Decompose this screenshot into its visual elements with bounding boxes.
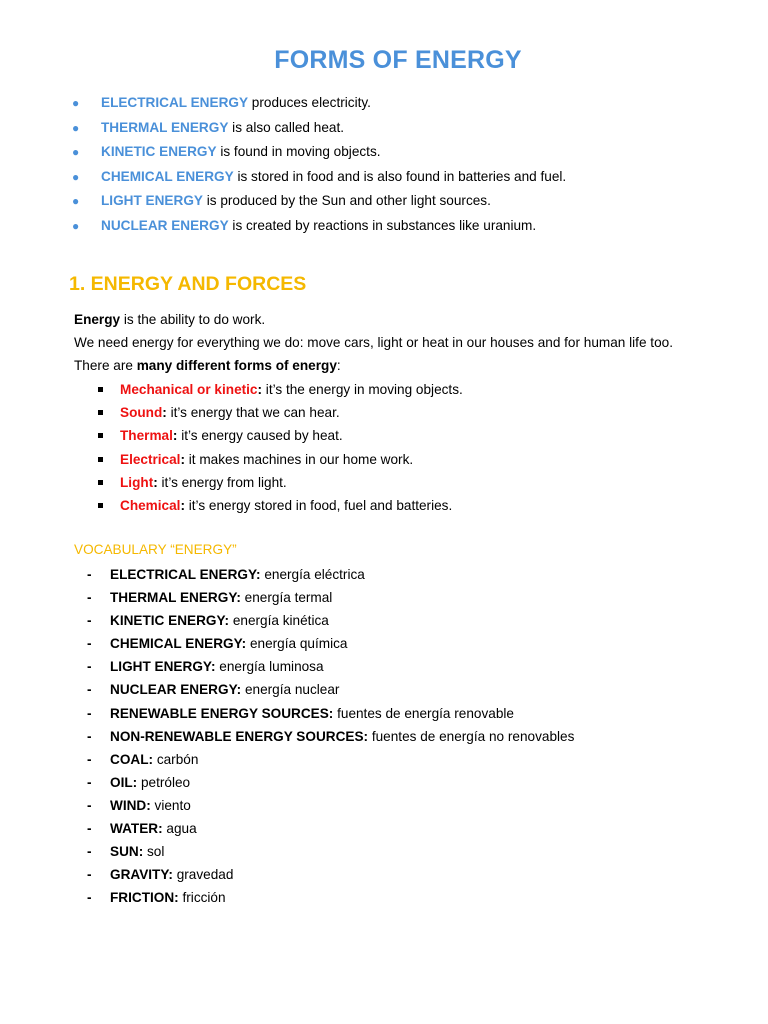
energy-term: THERMAL ENERGY xyxy=(101,119,229,135)
vocab-term: COAL: xyxy=(110,751,154,767)
document-page: FORMS OF ENERGY ● ELECTRICAL ENERGY produces electricity. ● THERMAL ENERGY is also called heat. ● KINETIC ENERGY is found in moving objects. ● CHEMICAL ENERGY is stored in food and is also found in batteries and fuel. ● LIGHT ENERGY is produced by the Sun and other light sources. ● NUCLEAR ENERGY is created by reactions in substances like uranium. 1. ENERGY AND FORCES Energy is the ability to do work. We need energy for everything we do: move cars, light or heat in our houses and for human life too. There are many different forms of energy: Mechanical or kinetic: it’s the energy in moving objects. Sound: it’s energy that we can hear. Thermal: it’s energy caused by heat. Electrical: it makes machines in our home work. Light: it’s energy from light. Chemical: it’s energy stored in food, fuel and batteries. VOCABULARY “ENERGY” - ELECTRICAL ENERGY: energía eléctrica - THERMAL ENERGY: energía termal - KINETIC ENERGY: energía kinética - CHEMICAL ENERGY: energía química - LIGHT ENERGY: energía luminosa - NUCLEAR ENERGY: energía nuclear - RENEWABLE ENERGY SOURCES: fuentes de energía renovable - NON-RENEWABLE ENERGY SOURCES: fuentes de energía no renovables - COAL: carbón - OIL: petróleo - WIND: viento - WATER: agua - SUN: sol - GRAVITY: gravedad - FRICTION: fricción xyxy=(0,0,768,1024)
energy-description: is found in moving objects. xyxy=(216,144,381,160)
vocab-term: RENEWABLE ENERGY SOURCES: xyxy=(110,705,334,721)
square-bullet-icon xyxy=(98,480,103,485)
need-paragraph: We need energy for everything we do: move cars, light or heat in our houses and for human life too. xyxy=(74,335,673,350)
bold-term: Energy xyxy=(74,312,121,327)
dash-bullet: - xyxy=(87,867,92,883)
energy-term: NUCLEAR ENERGY xyxy=(101,217,229,233)
bullet-icon: ● xyxy=(72,218,80,233)
vocab-translation: energía eléctrica xyxy=(260,567,365,582)
vocab-translation: energía termal xyxy=(240,590,333,606)
energy-description: is produced by the Sun and other light sources. xyxy=(202,193,491,209)
definition-paragraph: Energy is the ability to do work. xyxy=(74,312,266,327)
energy-type-term: Light xyxy=(120,474,154,490)
dash-bullet: - xyxy=(87,659,92,675)
dash-bullet: - xyxy=(87,636,92,652)
dash-bullet: - xyxy=(87,613,92,629)
energy-description: produces electricity. xyxy=(248,95,371,110)
bullet-icon: ● xyxy=(72,96,80,110)
dash-bullet: - xyxy=(87,821,92,837)
forms-intro-paragraph: There are many different forms of energy: xyxy=(74,358,341,373)
vocab-translation: energía química xyxy=(246,636,348,652)
vocab-term: CHEMICAL ENERGY: xyxy=(110,636,247,652)
section-heading: 1. ENERGY AND FORCES xyxy=(69,273,307,295)
dash-bullet: - xyxy=(87,797,92,813)
dash-bullet: - xyxy=(87,890,92,906)
energy-type-term: Thermal xyxy=(120,428,173,444)
vocab-translation: viento xyxy=(150,797,191,813)
dash-bullet: - xyxy=(87,567,92,582)
vocab-translation: fuentes de energía no renovables xyxy=(368,728,575,744)
vocab-term: OIL: xyxy=(110,774,138,790)
energy-description: is stored in food and is also found in batteries and fuel. xyxy=(233,168,567,184)
bullet-icon: ● xyxy=(72,145,80,160)
vocab-translation: sol xyxy=(143,844,165,860)
vocab-term: NUCLEAR ENERGY: xyxy=(110,682,242,698)
vocab-term: SUN: xyxy=(110,844,144,860)
vocabulary-heading: VOCABULARY “ENERGY” xyxy=(74,542,237,557)
energy-term: LIGHT ENERGY xyxy=(101,193,203,209)
dash-bullet: - xyxy=(87,844,92,860)
energy-description: is created by reactions in substances like uranium. xyxy=(228,217,537,233)
vocab-term: LIGHT ENERGY: xyxy=(110,659,216,675)
energy-term: CHEMICAL ENERGY xyxy=(101,168,234,184)
vocab-term: FRICTION: xyxy=(110,890,179,906)
vocab-translation: gravedad xyxy=(172,867,234,883)
vocab-translation: agua xyxy=(162,821,197,837)
energy-type-term: Chemical xyxy=(120,497,181,513)
page-title: FORMS OF ENERGY xyxy=(274,46,522,74)
square-bullet-icon xyxy=(98,503,103,508)
vocab-translation: petróleo xyxy=(137,774,191,790)
vocab-translation: fuentes de energía renovable xyxy=(333,705,514,721)
energy-description: is also called heat. xyxy=(228,119,345,135)
vocab-term: KINETIC ENERGY: xyxy=(110,613,230,629)
vocab-term: WATER: xyxy=(110,821,163,837)
dash-bullet: - xyxy=(87,774,92,790)
vocab-term: GRAVITY: xyxy=(110,867,173,883)
vocab-term: NON-RENEWABLE ENERGY SOURCES: xyxy=(110,728,369,744)
bullet-icon: ● xyxy=(72,120,80,135)
dash-bullet: - xyxy=(87,682,92,698)
square-bullet-icon xyxy=(98,410,103,415)
vocab-term: WIND: xyxy=(110,797,151,813)
energy-type-term: Mechanical or kinetic xyxy=(120,382,258,397)
square-bullet-icon xyxy=(98,387,103,392)
square-bullet-icon xyxy=(98,457,103,462)
bullet-icon: ● xyxy=(72,169,80,184)
vocab-translation: energía kinética xyxy=(229,613,329,629)
dash-bullet: - xyxy=(87,728,92,744)
energy-term: ELECTRICAL ENERGY xyxy=(101,95,249,110)
dash-bullet: - xyxy=(87,705,92,721)
vocab-term: ELECTRICAL ENERGY: xyxy=(110,567,261,582)
vocab-translation: carbón xyxy=(153,751,199,767)
dash-bullet: - xyxy=(87,751,92,767)
bullet-icon: ● xyxy=(72,194,80,209)
energy-term: KINETIC ENERGY xyxy=(101,144,217,160)
vocab-term: THERMAL ENERGY: xyxy=(110,590,241,606)
vocab-translation: fricción xyxy=(178,890,226,906)
square-bullet-icon xyxy=(98,433,103,438)
vocab-translation: energía luminosa xyxy=(215,659,324,675)
energy-type-term: Sound xyxy=(120,405,163,421)
vocab-translation: energía nuclear xyxy=(241,682,340,698)
energy-type-term: Electrical xyxy=(120,451,181,467)
dash-bullet: - xyxy=(87,590,92,606)
